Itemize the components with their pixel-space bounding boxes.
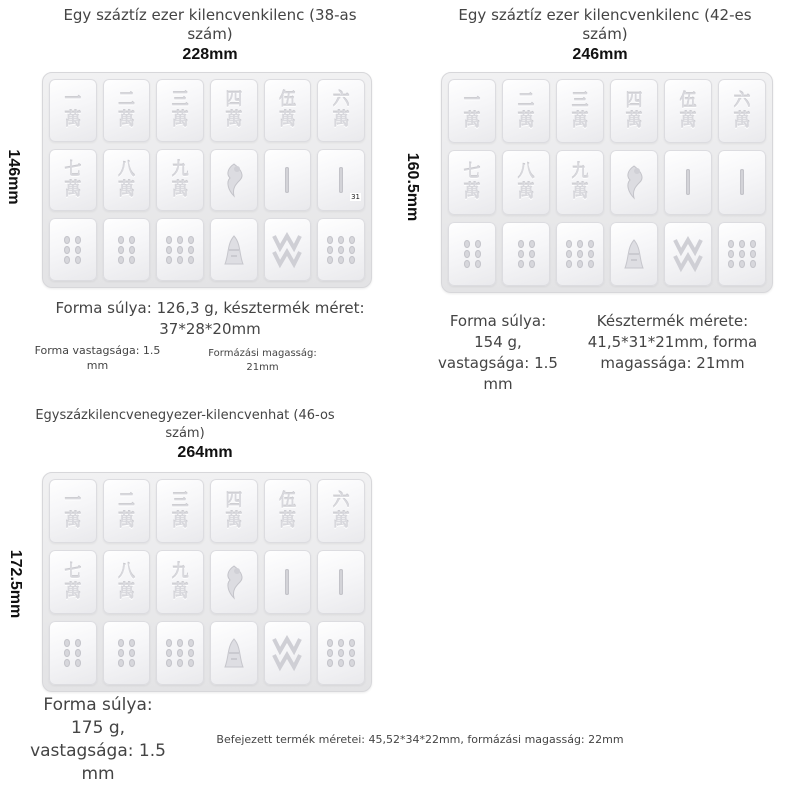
tile-glyph-top: 一 [64, 491, 82, 511]
mahjong-tile [210, 79, 258, 142]
mahjong-tile [156, 79, 204, 142]
dots-icon [327, 236, 355, 264]
dots-icon [166, 639, 194, 667]
dots-icon [728, 240, 756, 268]
flower-tile [210, 621, 258, 685]
tile-glyph-bottom: 萬 [171, 110, 189, 131]
dots-icon [518, 240, 535, 268]
tile-glyph-top: 九 [171, 159, 189, 180]
flower-tile [210, 550, 258, 614]
tile-glyph-bottom: 萬 [117, 511, 135, 531]
panel1-title: Egy száztíz ezer kilencvenkilenc (38-as szám) [63, 6, 357, 43]
w-pattern-tile [264, 621, 312, 685]
dots-tile [718, 222, 766, 286]
mahjong-tile [610, 79, 658, 143]
tile-glyph-top: 三 [171, 90, 189, 111]
panel2-spec-weight: Forma súlya: 154 g, vastagsága: 1.5 mm [438, 312, 558, 393]
w-pattern-tile [664, 222, 712, 286]
bamboo-icon [339, 569, 343, 595]
tile-number-label: 31 [351, 193, 360, 202]
panel1-height-label: 146mm [5, 149, 22, 205]
bamboo-tile [264, 550, 312, 614]
tile-glyph-bottom: 萬 [571, 111, 589, 132]
dots-icon [118, 236, 135, 264]
mahjong-tile [210, 479, 258, 543]
tile-glyph-bottom: 萬 [64, 511, 82, 531]
zigzag-icon [672, 234, 704, 274]
tile-glyph-bottom: 萬 [117, 179, 135, 200]
mahjong-tile [502, 150, 550, 214]
flower-icon [219, 230, 249, 270]
mahjong-tile [103, 479, 151, 543]
dots-icon [64, 639, 81, 667]
panel2-title: Egy száztíz ezer kilencvenkilenc (42-es szám) [458, 6, 752, 43]
dots-tile [49, 218, 97, 281]
mahjong-tile [317, 79, 365, 142]
mahjong-tile [49, 479, 97, 543]
dots-tile [502, 222, 550, 286]
mahjong-tile [49, 149, 97, 212]
tile-glyph-top: 一 [64, 90, 82, 111]
panel1-spec-height: Formázási magasság: 21mm [208, 348, 317, 373]
tile-glyph-top: 二 [517, 91, 535, 112]
tile-glyph-bottom: 萬 [64, 110, 82, 131]
panel3-title: Egyszázkilencvenegyezer-kilencvenhat (46-os szám) [35, 408, 335, 441]
tile-glyph-bottom: 萬 [171, 511, 189, 531]
bamboo-tile [264, 149, 312, 212]
tile-glyph-top: 七 [64, 562, 82, 582]
tile-glyph-top: 四 [225, 491, 243, 511]
tile-glyph-top: 三 [571, 91, 589, 112]
tile-glyph-bottom: 萬 [733, 111, 751, 132]
tile-glyph-top: 伍 [278, 90, 296, 111]
dots-icon [327, 639, 355, 667]
flower-tile [210, 218, 258, 281]
bamboo-tile [718, 150, 766, 214]
flower-tile [210, 149, 258, 212]
dots-icon [566, 240, 594, 268]
tile-glyph-bottom: 萬 [117, 582, 135, 602]
flower-tile [610, 222, 658, 286]
mahjong-tile [103, 149, 151, 212]
tile-glyph-bottom: 萬 [278, 110, 296, 131]
bamboo-tile [317, 149, 365, 212]
mahjong-tile [49, 550, 97, 614]
flower-icon [619, 234, 649, 274]
tile-glyph-bottom: 萬 [64, 179, 82, 200]
tile-glyph-bottom: 萬 [679, 111, 697, 132]
mahjong-tile [718, 79, 766, 143]
mahjong-tile [156, 149, 204, 212]
tile-glyph-bottom: 萬 [171, 582, 189, 602]
mahjong-tile [556, 150, 604, 214]
tile-glyph-top: 伍 [278, 491, 296, 511]
panel3-spec-weight: Forma súlya: 175 g, vastagsága: 1.5 mm [30, 695, 166, 784]
panel1-spec-main: Forma súlya: 126,3 g, késztermék méret: 37*28*20mm [55, 299, 365, 338]
tile-glyph-bottom: 萬 [517, 182, 535, 203]
mahjong-tile [103, 550, 151, 614]
tile-glyph-bottom: 萬 [117, 110, 135, 131]
tile-glyph-top: 六 [332, 491, 350, 511]
tile-glyph-bottom: 萬 [64, 582, 82, 602]
tile-glyph-top: 八 [117, 159, 135, 180]
dots-tile [103, 621, 151, 685]
bamboo-icon [740, 169, 744, 195]
tile-glyph-top: 六 [733, 91, 751, 112]
mahjong-tile [264, 479, 312, 543]
panel2-height-label: 160.5mm [404, 152, 421, 222]
panel2-spec-size: Késztermék mérete: 41,5*31*21mm, forma magassága: 21mm [587, 312, 758, 372]
tile-glyph-top: 二 [117, 491, 135, 511]
tile-glyph-bottom: 萬 [463, 111, 481, 132]
tile-glyph-top: 六 [332, 90, 350, 111]
mahjong-tile [156, 550, 204, 614]
tile-glyph-top: 四 [625, 91, 643, 112]
mahjong-tile [448, 150, 496, 214]
tile-glyph-bottom: 萬 [571, 182, 589, 203]
mahjong-tile [156, 479, 204, 543]
zigzag-icon [271, 633, 303, 673]
bamboo-tile [664, 150, 712, 214]
mahjong-tile [448, 79, 496, 143]
tile-glyph-bottom: 萬 [171, 179, 189, 200]
tile-glyph-top: 一 [463, 91, 481, 112]
panel3-spec-size: Befejezett termék méretei: 45,52*34*22mm, formázási magasság: 22mm [216, 733, 624, 746]
bamboo-icon [285, 167, 289, 193]
zigzag-icon [271, 230, 303, 270]
flower-icon [220, 160, 248, 200]
flower-icon [620, 162, 648, 202]
panel3-width-label: 264mm [177, 444, 233, 461]
dots-tile [317, 218, 365, 281]
tile-glyph-top: 七 [463, 162, 481, 183]
tile-glyph-bottom: 萬 [625, 111, 643, 132]
dots-icon [118, 639, 135, 667]
tile-glyph-top: 三 [171, 491, 189, 511]
panel1-spec-thickness: Forma vastagsága: 1.5 mm [34, 344, 161, 372]
w-pattern-tile [264, 218, 312, 281]
tile-glyph-bottom: 萬 [332, 511, 350, 531]
bamboo-icon [686, 169, 690, 195]
tile-glyph-bottom: 萬 [332, 110, 350, 131]
dots-tile [317, 621, 365, 685]
tile-glyph-bottom: 萬 [517, 111, 535, 132]
dots-icon [464, 240, 481, 268]
mahjong-tile [556, 79, 604, 143]
tile-glyph-bottom: 萬 [463, 182, 481, 203]
panel1-width-label: 228mm [182, 46, 238, 63]
flower-icon [220, 562, 248, 602]
tile-glyph-top: 七 [64, 159, 82, 180]
mahjong-tile [49, 79, 97, 142]
mahjong-tile [317, 479, 365, 543]
tile-glyph-top: 九 [571, 162, 589, 183]
dots-icon [166, 236, 194, 264]
tile-glyph-top: 八 [517, 162, 535, 183]
tile-glyph-top: 二 [117, 90, 135, 111]
mahjong-tile [502, 79, 550, 143]
mahjong-tile [664, 79, 712, 143]
dots-tile [156, 218, 204, 281]
tile-glyph-top: 伍 [679, 91, 697, 112]
tile-glyph-top: 九 [171, 562, 189, 582]
tile-glyph-bottom: 萬 [225, 110, 243, 131]
bamboo-tile [317, 550, 365, 614]
dots-icon [64, 236, 81, 264]
tile-glyph-bottom: 萬 [225, 511, 243, 531]
panel2-mold [441, 72, 773, 293]
tile-glyph-top: 四 [225, 90, 243, 111]
dots-tile [448, 222, 496, 286]
flower-tile [610, 150, 658, 214]
mahjong-tile [264, 79, 312, 142]
dots-tile [49, 621, 97, 685]
bamboo-icon [339, 167, 343, 193]
bamboo-icon [285, 569, 289, 595]
dots-tile [103, 218, 151, 281]
panel2-width-label: 246mm [572, 46, 628, 63]
panel3-height-label: 172.5mm [7, 549, 24, 619]
panel1-mold [42, 72, 372, 288]
flower-icon [219, 633, 249, 673]
mahjong-tile [103, 79, 151, 142]
dots-tile [156, 621, 204, 685]
tile-glyph-bottom: 萬 [278, 511, 296, 531]
tile-glyph-top: 八 [117, 562, 135, 582]
dots-tile [556, 222, 604, 286]
panel3-mold [42, 472, 372, 692]
